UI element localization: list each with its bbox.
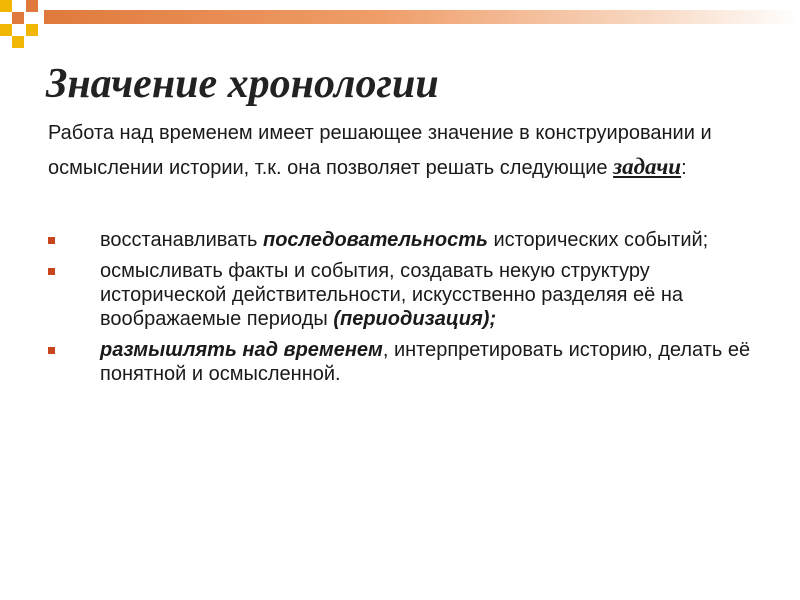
bullet-square-icon [48, 237, 55, 244]
intro-keyword: задачи [613, 154, 682, 179]
intro-paragraph [48, 116, 768, 185]
header-gradient-bar [44, 10, 800, 24]
list-item-text: , интерпретировать историю, делать её понятной и осмысленной. [100, 339, 751, 385]
list-item-emphasis: последовательность [262, 229, 488, 251]
list-item [48, 338, 768, 386]
list-item-emphasis: (периодизация); [333, 308, 497, 330]
bullet-square-icon [48, 268, 55, 275]
list-item-emphasis: размышлять над временем [100, 339, 383, 361]
list-item-text: осмысливать факты и события, создавать некую структуру исторической действительности, искусственно разделяя её на воображаемые периоды [100, 260, 684, 330]
bullet-square-icon [48, 347, 55, 354]
list-item [48, 259, 768, 331]
slide-title: Значение хронологии [46, 61, 439, 107]
task-list [48, 228, 768, 393]
decorative-squares [0, 0, 70, 48]
intro-colon: : [681, 157, 687, 179]
list-item [48, 228, 768, 252]
list-item-text: исторических событий; [487, 229, 709, 251]
list-item-text: восстанавливать [100, 229, 263, 251]
intro-text: Работа над временем имеет решающее значение в конструировании и осмыслении истории, т.к. она позволяет решать следующие [48, 122, 712, 179]
